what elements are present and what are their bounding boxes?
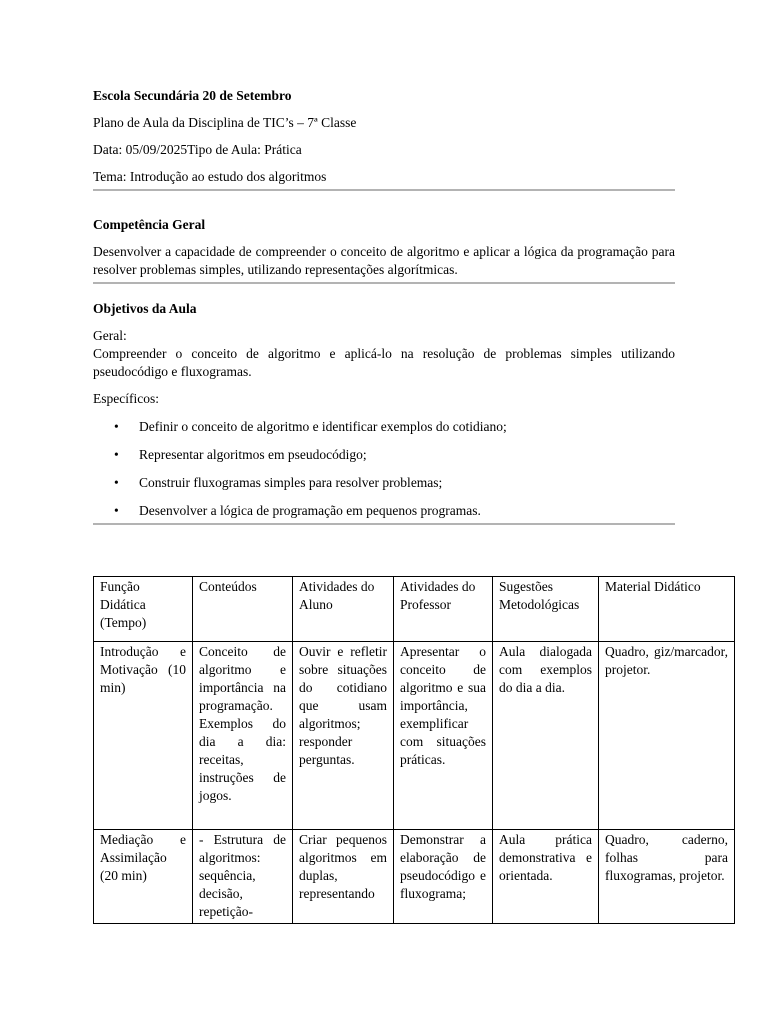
table-cell: Conceito de algoritmo e importância na programação. Exemplos do dia a dia: receitas, instruções de jogos. [193,642,293,830]
table-cell: Mediação e Assimilação (20 min) [94,830,193,924]
column-header: Função Didática (Tempo) [94,577,193,642]
table-cell: Ouvir e refletir sobre situações do cotidiano que usam algoritmos; responder perguntas. [293,642,394,830]
column-header: Atividades do Aluno [293,577,394,642]
section-divider [93,282,675,284]
especificos-list [93,418,675,520]
date-and-class-type: Data: 05/09/2025Tipo de Aula: Prática [93,142,302,157]
table-header-row [94,577,735,642]
column-header: Atividades do Professor [394,577,493,642]
plan-title: Plano de Aula da Disciplina de TIC’s – 7ª Classe [93,115,357,130]
especificos-label: Específicos: [93,391,159,406]
competencia-text: Desenvolver a capacidade de compreender o conceito de algoritmo e aplicar a lógica da programação para resolver problemas simples, utilizando representações algorítmicas. [93,244,675,277]
document-body [93,87,675,525]
table-cell: Quadro, giz/marcador, projetor. [599,642,735,830]
table-cell: Criar pequenos algoritmos em duplas, representando [293,830,394,924]
bullet-icon: • [114,419,119,434]
column-header: Conteúdos [193,577,293,642]
table-row [94,830,735,924]
column-header: Sugestões Metodológicas [493,577,599,642]
table-cell: Demonstrar a elaboração de pseudocódigo e fluxograma; [394,830,493,924]
table-row [94,642,735,830]
list-item: • Definir o conceito de algoritmo e identificar exemplos do cotidiano; [114,419,507,434]
table-cell: Aula dialogada com exemplos do dia a dia. [493,642,599,830]
list-item: • Desenvolver a lógica de programação em pequenos programas. [114,503,481,518]
table-cell: - Estrutura de algoritmos: sequência, decisão, repetição- [193,830,293,924]
objetivos-heading: Objetivos da Aula [93,301,197,316]
bullet-icon: • [114,503,119,518]
bullet-icon: • [114,447,119,462]
lesson-plan-table [93,576,735,924]
school-name: Escola Secundária 20 de Setembro [93,88,292,103]
lesson-theme: Tema: Introdução ao estudo dos algoritmos [93,169,327,184]
column-header: Material Didático [599,577,735,642]
geral-text: Compreender o conceito de algoritmo e aplicá-lo na resolução de problemas simples utilizando pseudocódigo e fluxogramas. [93,346,675,379]
competencia-heading: Competência Geral [93,217,206,232]
table-cell: Quadro, caderno, folhas para fluxogramas, projetor. [599,830,735,924]
table-cell: Aula prática demonstrativa e orientada. [493,830,599,924]
table-cell: Introdução e Motivação (10 min) [94,642,193,830]
list-item: • Representar algoritmos em pseudocódigo; [114,447,367,462]
bullet-icon: • [114,475,119,490]
geral-label: Geral: [93,328,127,343]
section-divider [93,189,675,191]
list-item: • Construir fluxogramas simples para resolver problemas; [114,475,443,490]
table-cell: Apresentar o conceito de algoritmo e sua importância, exemplificar com situações práticas. [394,642,493,830]
section-divider [93,523,675,525]
